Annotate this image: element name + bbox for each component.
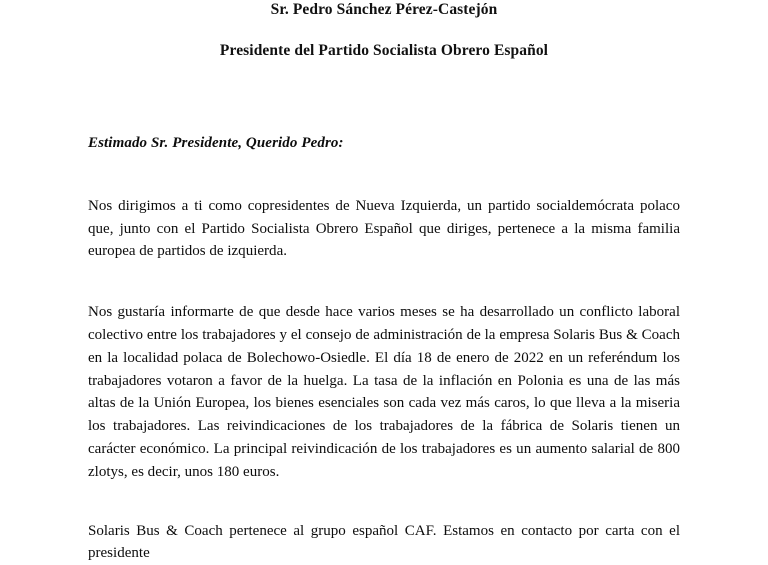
letter-body	[0, 61, 768, 565]
body-paragraph: Solaris Bus & Coach pertenece al grupo español CAF. Estamos en contacto por carta con el presidente	[88, 522, 680, 562]
body-paragraph: Nos dirigimos a ti como copresidentes de Nueva Izquierda, un partido socialdemócrata polaco que, junto con el Partido Socialista Obrero Español que diriges, pertenece a la misma familia europea de partidos de izquierda.	[88, 197, 680, 260]
addressee-title: Presidente del Partido Socialista Obrero Español	[219, 42, 549, 60]
letter-header	[0, 0, 768, 61]
addressee-name: Sr. Pedro Sánchez Pérez-Castejón	[270, 1, 498, 18]
salutation: Estimado Sr. Presidente, Querido Pedro:	[88, 134, 344, 151]
body-paragraph: Nos gustaría informarte de que desde hace varios meses se ha desarrollado un conflicto laboral colectivo entre los trabajadores y el consejo de administración de la empresa Solaris Bus & Coach en la localidad polaca de Bolechowo-Osiedle. El día 18 de enero de 2022 en un referéndum los trabajadores votaron a favor de la huelga. La tasa de la inflación en Polonia es una de las más altas de la Unión Europea, los bienes esenciales son cada vez más caros, lo que lleva a la miseria los trabajadores. Las reivindicaciones de los trabajadores de la fábrica de Solaris tienen un carácter económico. La principal reivindicación de los trabajadores es un aumento salarial de 800 zlotys, es decir, unos 180 euros.	[88, 304, 680, 480]
